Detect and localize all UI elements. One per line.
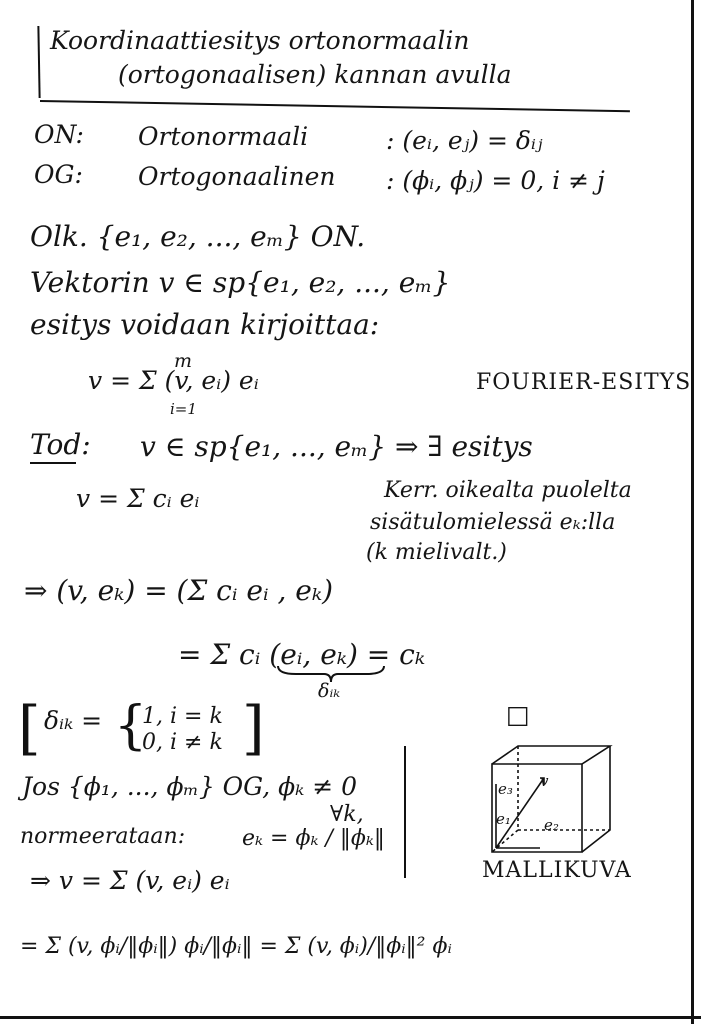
proof-label: Tod: bbox=[30, 428, 91, 461]
og-label: OG: bbox=[34, 160, 83, 189]
figure-label-e2: e₂ bbox=[544, 816, 559, 834]
cases-brace: { bbox=[114, 696, 148, 756]
page-edge-right bbox=[691, 0, 694, 1024]
right-bracket: ] bbox=[242, 694, 265, 762]
kronecker-case-1: 1, i = k bbox=[142, 704, 223, 729]
qed-square: □ bbox=[506, 700, 530, 729]
proof-line-1: v ∈ sp{e₁, ..., eₘ} ⇒ ∃ esitys bbox=[140, 430, 533, 463]
proof-note-3: (k mielivalt.) bbox=[366, 540, 507, 565]
kronecker-case-2: 0, i ≠ k bbox=[142, 730, 223, 755]
proof-step-2: = Σ cᵢ (eᵢ, eₖ) = cₖ bbox=[178, 638, 426, 671]
kronecker-lhs: δᵢₖ = bbox=[44, 706, 103, 735]
proof-step-1: ⇒ (v, eₖ) = (Σ cᵢ eᵢ , eₖ) bbox=[24, 574, 333, 607]
delta-under-brace: δᵢₖ bbox=[318, 680, 341, 702]
og-formula: : (ϕᵢ, ϕⱼ) = 0, i ≠ j bbox=[386, 166, 605, 195]
og-case-forall: ∀k, bbox=[330, 802, 364, 827]
figure-label-v: v bbox=[540, 772, 549, 790]
fourier-label: FOURIER-ESITYS bbox=[476, 370, 692, 395]
vector-line-1: Vektorin v ∈ sp{e₁, e₂, ..., eₘ} bbox=[30, 266, 451, 299]
og-case-implies: ⇒ v = Σ (v, eᵢ) eᵢ bbox=[30, 866, 230, 895]
vector-line-2: esitys voidaan kirjoittaa: bbox=[30, 308, 380, 341]
figure-label-e3: e₃ bbox=[498, 780, 513, 798]
page-edge-bottom bbox=[0, 1016, 701, 1019]
left-bracket: [ bbox=[18, 694, 41, 762]
on-formula: : (eᵢ, eⱼ) = δᵢⱼ bbox=[386, 126, 543, 155]
on-label: ON: bbox=[34, 120, 84, 149]
title-line-1: Koordinaattiesitys ortonormaalin bbox=[50, 26, 470, 55]
title-box-bottom-line bbox=[40, 100, 630, 112]
og-case-final: = Σ (v, ϕᵢ/‖ϕᵢ‖) ϕᵢ/‖ϕᵢ‖ = Σ (v, ϕᵢ)/‖ϕᵢ‖² ϕᵢ bbox=[20, 934, 452, 959]
normalize-label: normeerataan: bbox=[20, 824, 186, 849]
proof-label-underline bbox=[30, 462, 76, 464]
proof-note-2: sisätulomielessä eₖ:lla bbox=[370, 510, 616, 535]
og-text: Ortogonaalinen bbox=[138, 162, 336, 191]
normalize-formula: eₖ = ϕₖ / ‖ϕₖ‖ bbox=[242, 826, 385, 851]
assumption: Olk. {e₁, e₂, ..., eₘ} ON. bbox=[30, 220, 366, 253]
figure-caption: MALLIKUVA bbox=[482, 858, 632, 883]
proof-line-2: v = Σ cᵢ eᵢ bbox=[76, 484, 200, 513]
fourier-formula: v = Σ (v, eᵢ) eᵢ bbox=[88, 366, 259, 395]
on-text: Ortonormaali bbox=[138, 122, 309, 151]
title-line-2: (ortogonaalisen) kannan avulla bbox=[118, 60, 512, 89]
fourier-sum-upper: m bbox=[174, 350, 193, 372]
vertical-divider bbox=[404, 746, 406, 878]
figure-label-e1: e₁ bbox=[496, 810, 511, 828]
fourier-sum-lower: i=1 bbox=[170, 400, 197, 418]
cube-figure bbox=[486, 744, 646, 854]
proof-note-1: Kerr. oikealta puolelta bbox=[384, 478, 632, 503]
title-box-left-line bbox=[37, 26, 40, 98]
og-case-line-1: Jos {ϕ₁, ..., ϕₘ} OG, ϕₖ ≠ 0 bbox=[22, 772, 358, 801]
